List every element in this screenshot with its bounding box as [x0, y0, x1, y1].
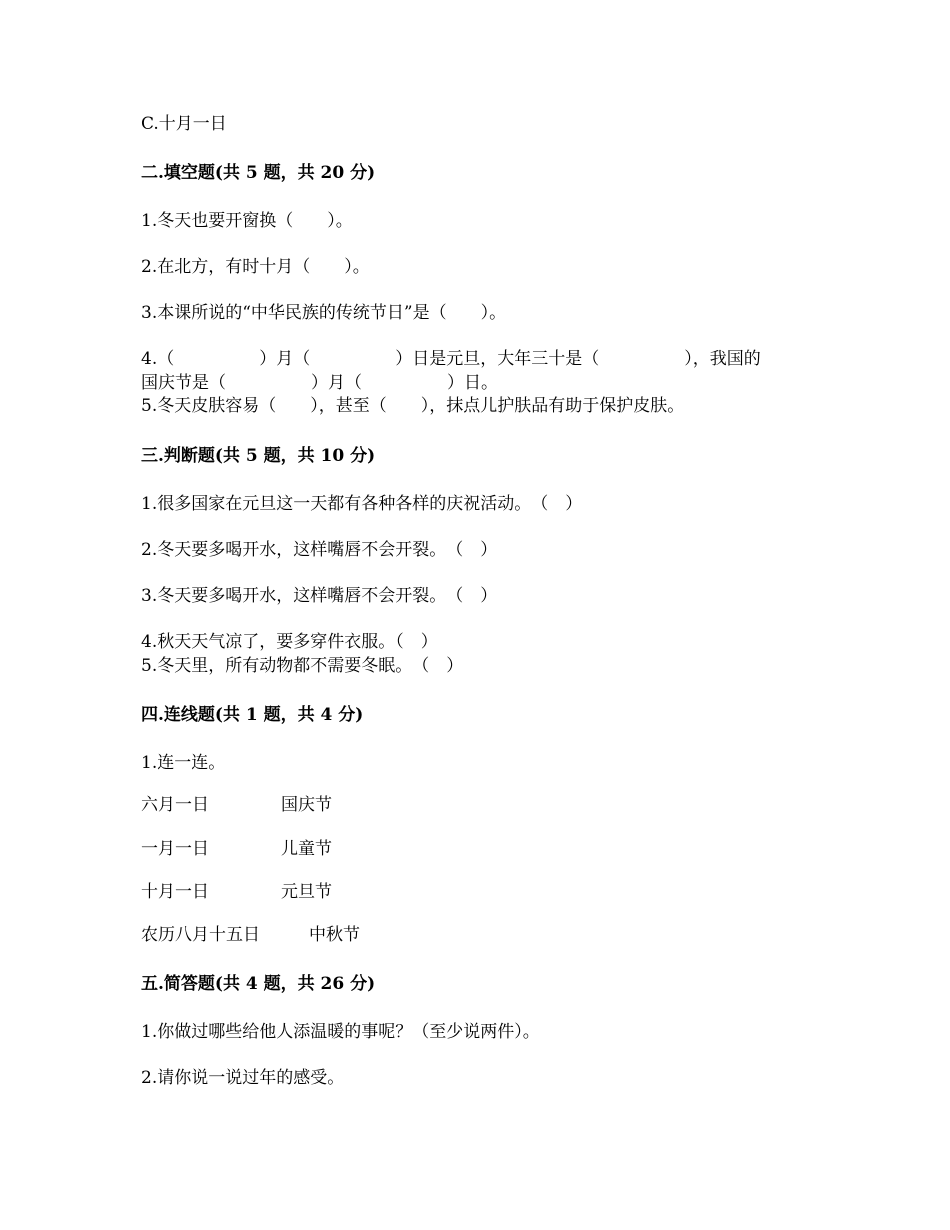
- matching-question-1: 1.连一连。: [141, 753, 226, 773]
- fill-blank-question-4-line-1: 4.（ ）月（ ）日是元旦，大年三十是（ ），我国的: [141, 349, 761, 369]
- matching-left-item: 一月一日: [141, 839, 209, 859]
- section-heading-true-false: 三.判断题(共 5 题，共 10 分): [141, 446, 376, 466]
- previous-question-option: C.十月一日: [141, 114, 227, 134]
- true-false-question-4: 4.秋天天气凉了，要多穿件衣服。（ ）: [141, 632, 438, 652]
- section-heading-short-answer: 五.简答题(共 4 题，共 26 分): [141, 974, 376, 994]
- section-heading-matching: 四.连线题(共 1 题，共 4 分): [141, 705, 364, 725]
- fill-blank-question-2: 2.在北方，有时十月（ ）。: [141, 257, 370, 277]
- fill-blank-question-5: 5.冬天皮肤容易（ ），甚至（ ），抹点儿护肤品有助于保护皮肤。: [141, 396, 685, 416]
- true-false-question-1: 1.很多国家在元旦这一天都有各种各样的庆祝活动。 （ ）: [141, 494, 583, 514]
- fill-blank-question-4-line-2: 国庆节是（ ）月（ ）日。: [141, 373, 498, 393]
- fill-blank-question-3: 3.本课所说的“中华民族的传统节日”是（ ）。: [141, 303, 507, 323]
- true-false-question-5: 5.冬天里，所有动物都不需要冬眠。 （ ）: [141, 656, 464, 676]
- matching-left-item: 十月一日: [141, 882, 209, 902]
- matching-left-item: 农历八月十五日: [141, 925, 260, 945]
- matching-left-item: 六月一日: [141, 795, 209, 815]
- short-answer-question-1: 1.你做过哪些给他人添温暖的事呢？（至少说两件）。: [141, 1022, 540, 1042]
- section-heading-fill-blank: 二.填空题(共 5 题，共 20 分): [141, 163, 376, 183]
- fill-blank-question-1: 1.冬天也要开窗换（ ）。: [141, 211, 353, 231]
- matching-right-item: 中秋节: [309, 925, 360, 945]
- matching-right-item: 儿童节: [281, 839, 332, 859]
- matching-right-item: 元旦节: [281, 882, 332, 902]
- short-answer-question-2: 2.请你说一说过年的感受。: [141, 1068, 345, 1088]
- true-false-question-2: 2.冬天要多喝开水，这样嘴唇不会开裂。 （ ）: [141, 540, 498, 560]
- true-false-question-3: 3.冬天要多喝开水，这样嘴唇不会开裂。 （ ）: [141, 586, 498, 606]
- matching-right-item: 国庆节: [281, 795, 332, 815]
